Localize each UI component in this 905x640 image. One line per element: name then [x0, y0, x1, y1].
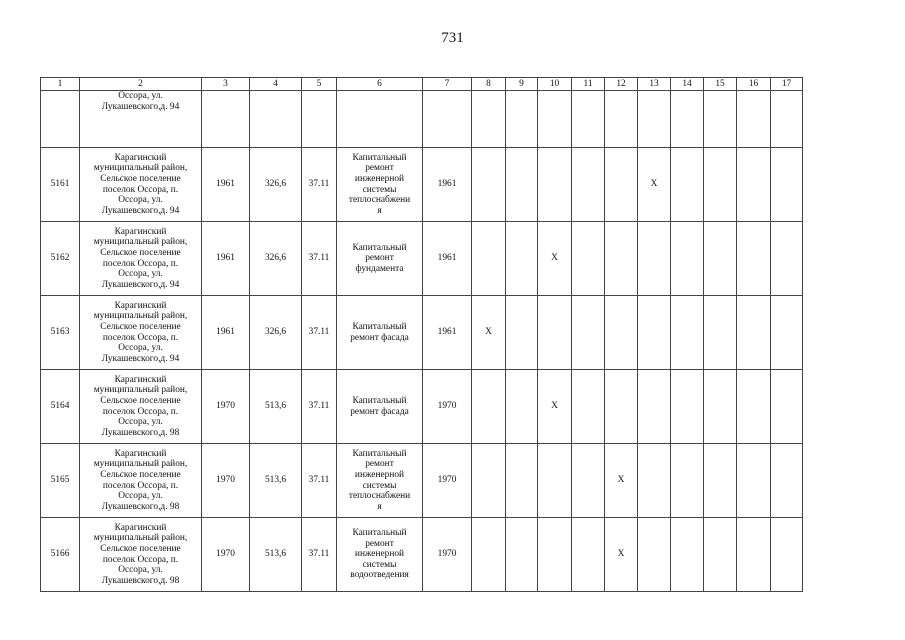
table-row [41, 444, 803, 518]
registry-table [40, 77, 803, 592]
address-cell [80, 444, 202, 518]
area-cell: 326,6 [250, 296, 302, 370]
mark-cell-col-14 [671, 148, 704, 222]
mark-cell-col-14 [671, 444, 704, 518]
mark-cell-col-15 [704, 518, 737, 592]
work-type-text: Капитальный ремонт инженерной системы водоотведения [350, 528, 409, 581]
mark-cell-col-8 [472, 518, 506, 592]
mark-cell-col-9 [506, 444, 538, 518]
mark-cell-col-16 [737, 518, 771, 592]
column-number: 10 [538, 78, 572, 91]
mark-cell-col-15 [704, 222, 737, 296]
column-number: 17 [771, 78, 803, 91]
mark-cell-col-8 [472, 444, 506, 518]
mark-cell-col-8: X [472, 296, 506, 370]
empty-cell [423, 91, 472, 148]
address-cell [80, 91, 202, 148]
column-5-cell: 37.11 [302, 444, 337, 518]
area-cell: 513,6 [250, 444, 302, 518]
year-built-cell: 1961 [202, 148, 250, 222]
year-built-cell: 1970 [202, 518, 250, 592]
column-7-cell: 1961 [423, 222, 472, 296]
empty-cell [638, 91, 671, 148]
address-text: Карагинский муниципальный район, Сельское поселение поселок Оссора, п. Оссора, ул. Лукашевского,д. 98 [93, 374, 188, 438]
mark-cell-col-17 [771, 370, 803, 444]
mark-cell-col-10 [538, 148, 572, 222]
work-type-cell [337, 444, 423, 518]
address-text: Карагинский муниципальный район, Сельское поселение поселок Оссора, п. Оссора, ул. Лукашевского,д. 94 [93, 226, 188, 290]
empty-cell [605, 91, 638, 148]
address-cell [80, 370, 202, 444]
mark-cell-col-10 [538, 444, 572, 518]
year-built-cell: 1970 [202, 370, 250, 444]
mark-cell-col-8 [472, 222, 506, 296]
area-cell: 326,6 [250, 148, 302, 222]
record-number-cell: 5164 [41, 370, 80, 444]
empty-cell [737, 91, 771, 148]
record-number-cell: 5163 [41, 296, 80, 370]
mark-cell-col-15 [704, 444, 737, 518]
column-5-cell: 37.11 [302, 148, 337, 222]
year-built-cell: 1961 [202, 222, 250, 296]
column-7-cell: 1970 [423, 444, 472, 518]
address-cell [80, 148, 202, 222]
work-type-cell [337, 370, 423, 444]
area-cell: 513,6 [250, 370, 302, 444]
column-number: 13 [638, 78, 671, 91]
mark-cell-col-15 [704, 296, 737, 370]
mark-cell-col-10: X [538, 222, 572, 296]
work-type-cell [337, 148, 423, 222]
mark-cell-col-15 [704, 370, 737, 444]
column-number: 16 [737, 78, 771, 91]
column-number: 12 [605, 78, 638, 91]
empty-cell [771, 91, 803, 148]
column-7-cell: 1961 [423, 148, 472, 222]
column-number: 4 [250, 78, 302, 91]
mark-cell-col-12: X [605, 518, 638, 592]
column-7-cell: 1961 [423, 296, 472, 370]
column-number-row [41, 78, 803, 91]
work-type-text: Капитальный ремонт фасада [350, 395, 409, 417]
column-number: 11 [572, 78, 605, 91]
mark-cell-col-8 [472, 148, 506, 222]
mark-cell-col-16 [737, 148, 771, 222]
mark-cell-col-16 [737, 370, 771, 444]
mark-cell-col-17 [771, 444, 803, 518]
address-text: Карагинский муниципальный район, Сельское поселение поселок Оссора, п. Оссора, ул. Лукашевского,д. 94 [93, 152, 188, 216]
address-cell [80, 222, 202, 296]
mark-cell-col-11 [572, 370, 605, 444]
address-text: Оссора, ул. Лукашевского,д. 94 [101, 91, 180, 112]
column-number: 6 [337, 78, 423, 91]
continuation-row [41, 91, 803, 148]
area-cell: 513,6 [250, 518, 302, 592]
column-5-cell: 37.11 [302, 222, 337, 296]
empty-cell [538, 91, 572, 148]
mark-cell-col-12: X [605, 444, 638, 518]
work-type-cell [337, 296, 423, 370]
mark-cell-col-14 [671, 370, 704, 444]
mark-cell-col-9 [506, 148, 538, 222]
empty-cell [41, 91, 80, 148]
table-row [41, 370, 803, 444]
column-7-cell: 1970 [423, 370, 472, 444]
column-number: 1 [41, 78, 80, 91]
empty-cell [202, 91, 250, 148]
column-number: 3 [202, 78, 250, 91]
column-5-cell: 37.11 [302, 518, 337, 592]
year-built-cell: 1961 [202, 296, 250, 370]
mark-cell-col-13 [638, 518, 671, 592]
address-cell [80, 518, 202, 592]
column-5-cell: 37.11 [302, 296, 337, 370]
column-number: 9 [506, 78, 538, 91]
mark-cell-col-14 [671, 296, 704, 370]
column-number: 7 [423, 78, 472, 91]
column-number: 5 [302, 78, 337, 91]
mark-cell-col-9 [506, 370, 538, 444]
mark-cell-col-10: X [538, 370, 572, 444]
work-type-cell [337, 222, 423, 296]
empty-cell [704, 91, 737, 148]
mark-cell-col-11 [572, 148, 605, 222]
mark-cell-col-9 [506, 222, 538, 296]
record-number-cell: 5166 [41, 518, 80, 592]
table-row [41, 148, 803, 222]
empty-cell [506, 91, 538, 148]
empty-cell [671, 91, 704, 148]
mark-cell-col-16 [737, 296, 771, 370]
mark-cell-col-16 [737, 444, 771, 518]
work-type-text: Капитальный ремонт инженерной системы теплоснабжени я [348, 152, 411, 216]
mark-cell-col-12 [605, 296, 638, 370]
column-7-cell: 1970 [423, 518, 472, 592]
column-number: 8 [472, 78, 506, 91]
column-number: 15 [704, 78, 737, 91]
mark-cell-col-11 [572, 222, 605, 296]
column-number: 2 [80, 78, 202, 91]
year-built-cell: 1970 [202, 444, 250, 518]
record-number-cell: 5162 [41, 222, 80, 296]
mark-cell-col-11 [572, 518, 605, 592]
record-number-cell: 5161 [41, 148, 80, 222]
empty-cell [572, 91, 605, 148]
mark-cell-col-10 [538, 296, 572, 370]
mark-cell-col-12 [605, 222, 638, 296]
table-row [41, 518, 803, 592]
mark-cell-col-16 [737, 222, 771, 296]
table-row [41, 222, 803, 296]
table-row [41, 296, 803, 370]
mark-cell-col-11 [572, 296, 605, 370]
empty-cell [337, 91, 423, 148]
mark-cell-col-10 [538, 518, 572, 592]
mark-cell-col-17 [771, 222, 803, 296]
work-type-text: Капитальный ремонт инженерной системы теплоснабжени я [348, 448, 411, 512]
work-type-cell [337, 518, 423, 592]
address-text: Карагинский муниципальный район, Сельское поселение поселок Оссора, п. Оссора, ул. Лукашевского,д. 98 [93, 522, 188, 586]
page-number: 731 [441, 30, 464, 46]
mark-cell-col-13: X [638, 148, 671, 222]
address-text: Карагинский муниципальный район, Сельское поселение поселок Оссора, п. Оссора, ул. Лукашевского,д. 94 [93, 300, 188, 364]
column-number: 14 [671, 78, 704, 91]
record-number-cell: 5165 [41, 444, 80, 518]
mark-cell-col-9 [506, 518, 538, 592]
empty-cell [250, 91, 302, 148]
empty-cell [302, 91, 337, 148]
mark-cell-col-13 [638, 370, 671, 444]
mark-cell-col-13 [638, 222, 671, 296]
mark-cell-col-12 [605, 148, 638, 222]
mark-cell-col-13 [638, 444, 671, 518]
area-cell: 326,6 [250, 222, 302, 296]
mark-cell-col-12 [605, 370, 638, 444]
mark-cell-col-11 [572, 444, 605, 518]
address-cell [80, 296, 202, 370]
mark-cell-col-14 [671, 222, 704, 296]
mark-cell-col-9 [506, 296, 538, 370]
mark-cell-col-17 [771, 518, 803, 592]
mark-cell-col-17 [771, 296, 803, 370]
mark-cell-col-14 [671, 518, 704, 592]
mark-cell-col-17 [771, 148, 803, 222]
work-type-text: Капитальный ремонт фасада [350, 321, 409, 343]
empty-cell [472, 91, 506, 148]
mark-cell-col-15 [704, 148, 737, 222]
work-type-text: Капитальный ремонт фундамента [352, 242, 407, 274]
mark-cell-col-13 [638, 296, 671, 370]
column-5-cell: 37.11 [302, 370, 337, 444]
address-text: Карагинский муниципальный район, Сельское поселение поселок Оссора, п. Оссора, ул. Лукашевского,д. 98 [93, 448, 188, 512]
mark-cell-col-8 [472, 370, 506, 444]
